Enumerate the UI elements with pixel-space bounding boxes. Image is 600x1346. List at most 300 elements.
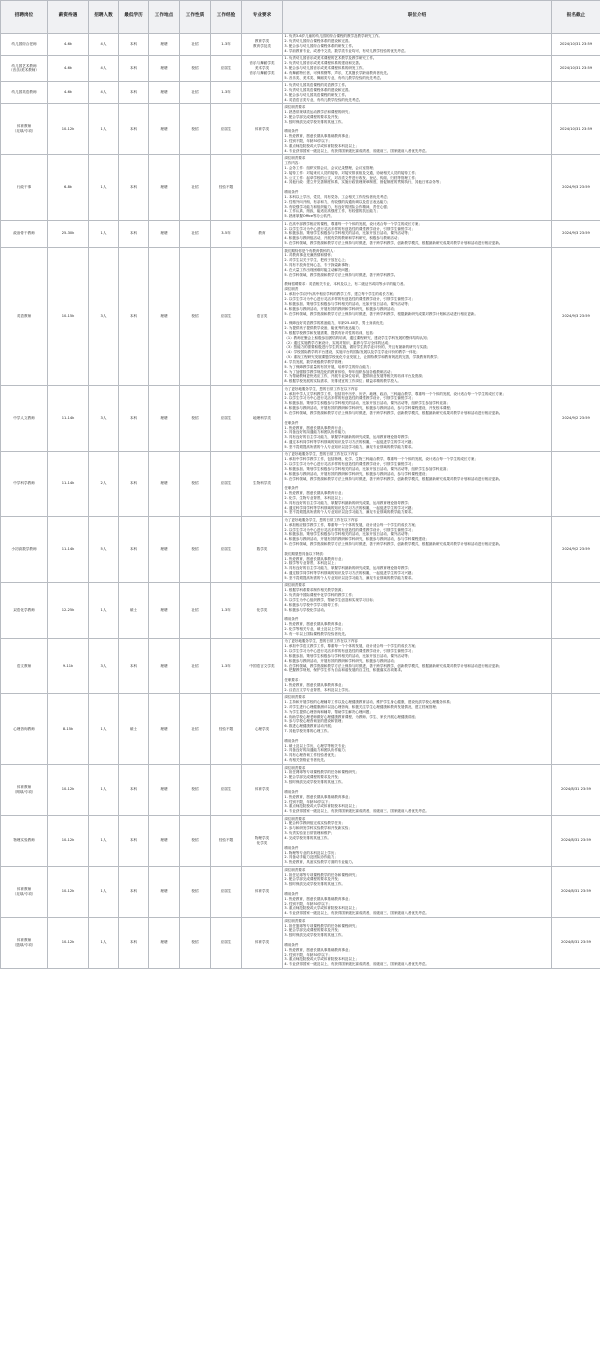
cell-major-line: 教育 (258, 231, 266, 236)
description-line: 1. 硕士及以上学历，心理学等相关专业； (284, 743, 349, 748)
description-line: 4. 通过数学同学科等学科领域的知识及学习方法的积累，一起促进学生的学习兴趣； (284, 571, 415, 576)
cell-location-line: 理塘 (160, 838, 168, 843)
cell-count-line: 1人 (100, 726, 107, 731)
description-line: 4. 专业获得国家一级及以上，有获得国家级比赛成绩者，省级前三、国家级前八者优先考虑。 (284, 962, 429, 967)
description-line: 5. 坚不畏艰提高所需的个人专业知识以及学习能力，满足专业领域的教学能力要求。 (284, 444, 415, 449)
cell-nature-line: 社招 (191, 41, 199, 46)
description-line: 4. 学前教育专业，或者中文类、数学类专业均可，有幼儿教学经验的优先考虑。 (284, 48, 408, 53)
description-line: 1. 熟悉常规球类运动教学法和课程的研究； (284, 109, 352, 114)
cell-experience-line: 应届生 (220, 126, 232, 131)
cell-education (119, 55, 149, 82)
cell-location-line: 理塘 (160, 66, 168, 71)
cell-description (283, 764, 552, 815)
cell-location-line: 理塘 (160, 41, 168, 46)
description-line: （5）重视工程研究发展课题学校优化专业发展上，让期待教学和教育规范的完善，学我教育的教学； (284, 355, 441, 360)
table-row (1, 33, 600, 55)
description-line: 岗位职责 (284, 287, 299, 292)
description-line: 岗位职责要求 (284, 156, 306, 161)
cell-experience-line: 应届生 (220, 415, 232, 420)
table-row (1, 764, 600, 815)
cell-major-line: 地理科学类 (253, 415, 271, 420)
cell-deadline: 2024/9/3 23:59 (552, 155, 600, 221)
cell-salary-line: 12-25k (61, 607, 75, 612)
cell-major-line: 物理学类 (254, 835, 270, 840)
cell-experience (211, 866, 242, 917)
cell-position-line: 幼儿园英语教师 (11, 90, 37, 95)
description-line: 2. 性别不限，年龄30岁以下； (284, 799, 332, 804)
description-line: 2. 汉语言文学专业背景，本科及以上学历。 (284, 687, 352, 692)
description-line: 聘用条件 (284, 942, 299, 947)
cell-major (242, 638, 283, 694)
cell-nature (180, 155, 211, 221)
cell-location (149, 104, 180, 155)
description-line: 5. 在学科领域，教学资源和教学方法上保持与时俱进，善于跨学科教学。 (284, 272, 398, 277)
description-line: 3. 具有心理咨询工作经验者优先； (284, 753, 338, 758)
cell-education-line: 本科 (129, 66, 138, 71)
description-line: 任职要求： (284, 678, 302, 683)
table-row (1, 220, 600, 247)
cell-major (242, 247, 283, 385)
cell-location (149, 385, 180, 451)
cell-major (242, 451, 283, 517)
description-line: 教师招聘要求：英语相关专业，本科及以上，有二级证书或同等水平的能力者。 (284, 282, 407, 287)
cell-salary (48, 155, 89, 221)
cell-location (149, 764, 180, 815)
cell-major (242, 694, 283, 764)
description-line: 2. 配合学部完成课程的要求及开发； (284, 775, 342, 780)
cell-nature-line: 校招 (191, 889, 199, 894)
header-major: 专业要求 (242, 1, 283, 34)
header-row (1, 1, 600, 34)
cell-salary (48, 33, 89, 55)
description-line: （2）通过实施教学方案设计，实现对知识、素养与学习全体的达成； (284, 340, 392, 345)
description-line: 4. 专业获得国家一级及以上，有获得国家级比赛成绩者，省级前三、国家级前八者优先考虑。 (284, 148, 429, 153)
description-line: 为了更好地服务学生，您的日常工作在以下内容 (284, 639, 358, 644)
description-line: 1. 热爱教育，愿意长期从事教育事业； (284, 682, 345, 687)
cell-education-line: 本科 (129, 90, 138, 95)
description-line: 2. 化学等相关专业，硕士及以上学历； (284, 627, 345, 632)
cell-position-line: 幼儿园艺术教师 (11, 63, 37, 68)
cell-position (1, 33, 48, 55)
description-line: 为了更好地服务学生，您的日常工作在以下内容 (284, 517, 358, 522)
cell-education-line: 硕士 (129, 726, 138, 731)
description-line: 为了更好地服务学生，您的日常工作在以下内容 (284, 386, 358, 391)
cell-education-line: 本科 (129, 126, 138, 131)
table-row (1, 104, 600, 155)
description-line: 3. 积极参加、策划学生积极参与学科相关的活动，比如开放日活动、课外活动等； (284, 653, 412, 658)
cell-position-line: 政治骨干教师 (13, 231, 35, 236)
cell-position (1, 155, 48, 221)
description-line: 3. 配合参与幼儿园音乐或美术课程体系的研发工作。 (284, 66, 366, 71)
cell-nature (180, 104, 211, 155)
cell-deadline: 2024/9/3 23:59 (552, 220, 600, 247)
cell-salary-line: 9-11k (62, 663, 74, 668)
cell-location-line: 理塘 (160, 607, 168, 612)
header-education: 最低学历 (119, 1, 149, 34)
description-line: 3. 配合参与幼儿园综合课程体系的研发工作。 (284, 44, 356, 49)
cell-position (1, 582, 48, 638)
cell-nature-line: 社招 (191, 90, 199, 95)
description-line: 6. 推进心理健康教育活动开展； (284, 724, 335, 729)
description-line: 3. 具有不放弃任何心态，专于探索新事物； (284, 263, 352, 268)
cell-count (89, 155, 119, 221)
cell-salary (48, 582, 89, 638)
description-line: 3. 以学生为中心组织教学，帮助学生创造和实现学习目标； (284, 597, 377, 602)
description-line: 3. 配合参与幼儿园英语课程的研发工作。 (284, 92, 349, 97)
description-line: 2. 参与和研发学科实验教学和开发新实验； (284, 826, 352, 831)
cell-nature-line: 社招 (191, 726, 199, 731)
cell-education-line: 本科 (129, 546, 138, 551)
cell-salary-line: 11-14k (61, 481, 75, 486)
description-line: 2. 为提供孩子提供教学设备，能优秀的表达能力； (284, 326, 363, 331)
cell-salary (48, 385, 89, 451)
cell-count-line: 4人 (100, 90, 107, 95)
cell-location (149, 517, 180, 583)
description-line: 岗位职责要求 (284, 867, 306, 872)
cell-major-line: 体育学类 (254, 940, 270, 945)
cell-count-line: 3人 (100, 663, 107, 668)
cell-count-line: 1人 (100, 940, 107, 945)
cell-count (89, 582, 119, 638)
cell-major (242, 33, 283, 55)
cell-major (242, 764, 283, 815)
description-line: 2. 以学生学习为中心进行灵活多样的有创造性的课堂教学设计，引领学生愉悦学习； (284, 396, 415, 401)
description-line: 4. 积极参与教研活动，开展有效的教研和学科研究，积极参与教研活动； (284, 658, 398, 663)
cell-nature (180, 33, 211, 55)
cell-description (283, 451, 552, 517)
cell-description (283, 82, 552, 104)
cell-experience-line: 应届生 (220, 66, 232, 71)
cell-salary-line: 10-12k (61, 787, 75, 792)
description-line: 4. 积极参与教研活动，开展有效的教研和学科研究，积极参与教研活动，参与学科课程建设； (284, 537, 429, 542)
cell-salary (48, 764, 89, 815)
table-row (1, 638, 600, 694)
cell-deadline (552, 638, 600, 694)
cell-education (119, 82, 149, 104)
description-line: 4. 积极参与学校中学学习指导工作； (284, 602, 342, 607)
cell-salary (48, 638, 89, 694)
cell-major (242, 815, 283, 866)
description-line: 2. 对学生以关于学生，把孩子放在心上； (284, 258, 349, 263)
cell-education (119, 764, 149, 815)
cell-education-line: 本科 (129, 41, 138, 46)
cell-experience (211, 451, 242, 517)
cell-description (283, 55, 552, 82)
description-line: 2. 对学生进行心理健康测评以及心理咨询，积极关注学生心理健康和教育发展情况，建立档案管理； (284, 704, 440, 709)
description-line: 3. 按时保质完成学校安排的其他工作。 (284, 882, 345, 887)
cell-location-line: 理塘 (160, 787, 168, 792)
description-line: 岗位职责要求 (284, 105, 306, 110)
description-line: 3. 积极参加、策划学生积极参与学科相关的活动，比如开放日活动、课外活动等； (284, 231, 412, 236)
cell-location-line: 理塘 (160, 415, 168, 420)
description-line: 3. 积极参加、策划学生积极参与学科相关的活动，比如开放日活动、课外活动等； (284, 301, 412, 306)
cell-education-line: 本科 (129, 231, 138, 236)
cell-experience-line: 经验不限 (218, 838, 234, 843)
cell-count (89, 638, 119, 694)
cell-major (242, 385, 283, 451)
description-line: 4. 完成学校安排的其他工作。 (284, 836, 331, 841)
cell-location-line: 理塘 (160, 889, 168, 894)
description-line: 4. 有相关资格证书者优先。 (284, 758, 328, 763)
cell-deadline (552, 82, 600, 104)
cell-experience-line: 3-5年 (221, 231, 231, 236)
description-line: （3）按能力的需要积极进行学生的实施，做好学生的学业评价的，并且有最新的研究与实践； (284, 345, 431, 350)
description-line: 1. 承担中学语文教学工作，尊重每一个个体的发展，设计适合每一个学生的成长方案； (284, 644, 419, 649)
cell-experience-line: 应届生 (220, 940, 232, 945)
description-line: 我们期待你是个有教育情怀的人： (284, 248, 337, 253)
cell-nature (180, 517, 211, 583)
cell-experience (211, 220, 242, 247)
description-line: 2. 负责高中国际课程中化学学科的教学工作； (284, 593, 356, 598)
cell-description (283, 220, 552, 247)
cell-deadline: 2024/9/2 23:59 (552, 517, 600, 583)
cell-description (283, 917, 552, 968)
cell-education-line: 本科 (129, 313, 138, 318)
description-line: （4）学校国际教学的平台建设，实施平台的国际发展以及学生学业评价的教学一体化； (284, 350, 420, 355)
description-line: 为了更好地服务学生，您的日常工作在以下内容 (284, 452, 358, 457)
cell-location (149, 33, 180, 55)
cell-location (149, 582, 180, 638)
description-line: 5. 在学科领域，教学资源和教学方法上保持与时俱进，善于跨学科教学，创新教学模式，根据最新研究成果对教学计划和活动进行相应更新。 (284, 241, 503, 246)
description-line: 6. 为了加强数学教学规范化的教育体验，每年组织参加各级教研活动； (284, 369, 394, 374)
cell-major-line: 化学类 (256, 840, 268, 845)
cell-deadline: 2024/8/31 23:59 (552, 815, 600, 866)
description-line: 3. 根据学校教学和发展需要，提供有针对性的培训，包括： (284, 330, 377, 335)
table-row (1, 815, 600, 866)
cell-deadline: 2024/10/31 23:59 (552, 55, 600, 82)
cell-education-line: 本科 (129, 481, 138, 486)
cell-location (149, 247, 180, 385)
description-line: 7. 其他学校安排的心理工作。 (284, 729, 331, 734)
cell-experience-line: 应届生 (220, 787, 232, 792)
cell-location (149, 451, 180, 517)
cell-position-line: 物理实验教师 (13, 838, 35, 843)
description-line: 4. 有舞蹈特长者，可弹奏钢琴，声乐，尤其擅长学龄前教育者优先。 (284, 70, 391, 75)
cell-major-line: 生物科学类 (253, 481, 271, 486)
cell-education (119, 385, 149, 451)
cell-salary-line: 10-12k (61, 889, 75, 894)
cell-major-line: 体育学类 (254, 126, 270, 131)
cell-salary (48, 815, 89, 866)
description-line: 1. 热爱教育，愿意长期从事基础教育事业； (284, 947, 352, 952)
cell-location (149, 155, 180, 221)
cell-experience (211, 55, 242, 82)
description-line: 1. 承担中学人文学科教学工作，包括初中历史、历史、地理、政治、三科融合教学，尊重每一个个体的发展，设计适合每一个学生的成长方案； (284, 391, 506, 396)
cell-experience-line: 应届生 (220, 889, 232, 894)
cell-nature (180, 385, 211, 451)
cell-experience (211, 385, 242, 451)
cell-salary-line: 6-8k (64, 185, 72, 190)
cell-experience-line: 经验不限 (218, 185, 234, 190)
cell-major-line: 化学类 (256, 607, 268, 612)
description-line: 2. 负责幼儿园综合课程体系的建设和完善。 (284, 39, 352, 44)
description-line: 岗位职责要求 (284, 695, 306, 700)
cell-count (89, 220, 119, 247)
cell-count (89, 917, 119, 968)
description-line: 4. 英语语言类专业，有幼儿教学经验的优先考虑。 (284, 97, 363, 102)
cell-education-line: 硕士 (129, 607, 138, 612)
cell-salary (48, 917, 89, 968)
table-row (1, 451, 600, 517)
cell-salary (48, 55, 89, 82)
description-line: 5. 积极参与学校化学活动。 (284, 607, 328, 612)
cell-count (89, 247, 119, 385)
cell-education (119, 866, 149, 917)
cell-count (89, 33, 119, 55)
cell-position-line: 行政干事 (16, 185, 32, 190)
description-line: 3. 按时保质完成学校安排的其他工作。 (284, 933, 345, 938)
description-line: 5. 参与学校心理咨询室的建设和管理； (284, 719, 345, 724)
cell-count (89, 517, 119, 583)
cell-location-line: 理塘 (160, 481, 168, 486)
cell-position-line: 心理咨询教师 (13, 726, 35, 731)
cell-nature-line: 校招 (191, 415, 199, 420)
description-line: 2. 性别不限，年龄30岁以下； (284, 952, 332, 957)
cell-count-line: 1人 (100, 231, 107, 236)
description-line: 我们期望您具备以下特质： (284, 551, 327, 556)
cell-nature (180, 247, 211, 385)
cell-experience (211, 638, 242, 694)
cell-experience-line: 1-3年 (221, 607, 231, 612)
cell-nature-line: 校招 (191, 787, 199, 792)
cell-education (119, 220, 149, 247)
cell-education-line: 本科 (129, 415, 138, 420)
cell-description (283, 385, 552, 451)
cell-major (242, 917, 283, 968)
cell-salary-line: 11-14k (61, 415, 75, 420)
cell-count-line: 2人 (100, 481, 107, 486)
cell-deadline: 2024/10/31 23:59 (552, 104, 600, 155)
description-line: 1. 担任篮球等专项课程教学的任务和课程研究； (284, 923, 359, 928)
cell-description (283, 155, 552, 221)
cell-major-line: 美术学类 (254, 66, 270, 71)
cell-nature (180, 82, 211, 104)
cell-location (149, 815, 180, 866)
description-line: （1）教师在聚会上积极参加团结的培训，通过课程研究，建设学生学科发展的整体结构认知； (284, 335, 431, 340)
cell-location-line: 理塘 (160, 90, 168, 95)
description-line: 1. 在高中部教学相应的课程，尊重每一个个体的发展，设计适合每一个学生的成长方案； (284, 221, 422, 226)
cell-nature-line: 校招 (191, 838, 199, 843)
cell-count (89, 451, 119, 517)
cell-major-line: 教育学类 (254, 39, 270, 44)
description-line: 聘用条件 (284, 789, 299, 794)
cell-nature-line: 校招 (191, 313, 199, 318)
cell-salary (48, 694, 89, 764)
description-line: 2. 具备动手能力及团队协作能力； (284, 855, 338, 860)
cell-count-line: 3人 (100, 313, 107, 318)
cell-count (89, 82, 119, 104)
cell-count-line: 1人 (100, 126, 107, 131)
cell-education (119, 155, 149, 221)
table-row (1, 155, 600, 221)
description-line: 1. 根据学科系要求制作相关教学资源； (284, 588, 345, 593)
description-line: 4. 积极参与教研活动，开展有效的教研和学科研究，积极参与教研活动； (284, 306, 398, 311)
cell-nature (180, 917, 211, 968)
header-salary: 薪资待遇 (48, 1, 89, 34)
cell-salary-line: 10-12k (61, 940, 75, 945)
cell-education (119, 517, 149, 583)
description-line: 1. 热爱教育，愿意长期从事基础教育事业； (284, 134, 352, 139)
cell-position-line: 体育教师 (16, 124, 32, 129)
description-line: 2. 以学生学习为中心进行灵活多样的有创造性的课堂教学设计，引领学生愉悦学习； (284, 226, 415, 231)
cell-nature-line: 社招 (191, 185, 199, 190)
description-line: 3. 有一年以上国际课程教学经验者优先。 (284, 631, 349, 636)
cell-experience-line: 应届生 (220, 546, 232, 551)
description-line: 4. 专业获得国家一级及以上，有获得国家级比赛成绩者，省级前三、国家级前八者优先考虑。 (284, 911, 429, 916)
description-line: 3. 具有良好的自主学习能力，掌握学科最新的研究成果，运用教育理论指导教学； (284, 435, 412, 440)
cell-experience-line: 应届生 (220, 481, 232, 486)
cell-count-line: 4人 (100, 66, 107, 71)
cell-position-line: 英语教师 (16, 313, 32, 318)
cell-major-line: 教育学及类 (253, 44, 271, 49)
description-line: 任职条件 (284, 486, 299, 491)
description-line: 2. 配合学部完成课程的要求及开发； (284, 114, 342, 119)
cell-description (283, 104, 552, 155)
cell-salary-line: 10-12k (61, 838, 75, 843)
cell-location-line: 理塘 (160, 185, 168, 190)
cell-position (1, 638, 48, 694)
table-row (1, 55, 600, 82)
cell-nature-line: 校招 (191, 66, 199, 71)
header-location: 工作地点 (149, 1, 180, 34)
cell-education (119, 451, 149, 517)
description-line: 4. 协助学校心理老师做好心理健康教育课程，为教师、学生、家长开展心理健康讲座； (284, 714, 419, 719)
cell-nature-line: 校招 (191, 546, 199, 551)
cell-deadline: 2024/9/3 23:59 (552, 247, 600, 385)
description-line: 5. 为了保障教学质量的有效开展，培养学生的综合能力； (284, 364, 373, 369)
cell-location-line: 理塘 (160, 726, 168, 731)
description-line: 3. 积极参加、策划学生积极参与学科相关的活动，比如开放日活动、课外活动等，组织学生参加学科竞赛； (284, 466, 450, 471)
cell-nature-line: 校招 (191, 481, 199, 486)
description-line: 1. 担任网球等专项课程教学的任务和课程研究； (284, 770, 359, 775)
cell-experience-line: 1-3年 (221, 41, 231, 46)
cell-salary (48, 220, 89, 247)
cell-position-line: （篮球/专项） (12, 942, 36, 947)
cell-location (149, 866, 180, 917)
cell-position (1, 247, 48, 385)
description-line: 4. 通过本科同学科等学科领域的知识及学习方法的积累，一起促进学生的学习兴趣； (284, 440, 415, 445)
cell-salary-line: 4-6k (64, 41, 72, 46)
cell-major (242, 582, 283, 638)
description-line: 1. 承担相应数学教学工作，尊重每一个个体的发展，设计适合每一个学生的成长方案； (284, 522, 419, 527)
description-line: 2. 化学、生物专业背景，本科及以上； (284, 495, 345, 500)
cell-major-line: 心理学类 (254, 726, 270, 731)
cell-position-line: 中学人文教师 (13, 415, 35, 420)
cell-nature-line: 社招 (191, 607, 199, 612)
cell-experience (211, 104, 242, 155)
cell-nature-line: 社招 (191, 231, 199, 236)
description-line: 4. 在大量工作出现困难时能主动解决问题； (284, 267, 352, 272)
description-line: 3. 具有良好的自主学习能力，掌握学科最新的研究成果，运用教育理论指导教学； (284, 566, 412, 571)
cell-education-line: 本科 (129, 185, 138, 190)
description-line: 2. 以学生学习为中心进行灵活多样的有创造性的课堂教学设计，引领学生愉悦学习； (284, 527, 415, 532)
description-line: 4. 积极参与教研活动，开展有效的教研和学科研究，积极参与教研活动，参与学科课程建设，开发校本课程； (284, 406, 454, 411)
cell-salary-line: 25-30k (61, 231, 75, 236)
cell-deadline: 2024/10/31 23:59 (552, 33, 600, 55)
cell-position-line: 体育教师 (16, 886, 32, 891)
cell-location-line: 理塘 (160, 231, 168, 236)
description-line: 1. 热爱教育，愿意长期从事基础教育事业； (284, 896, 352, 901)
description-line: 5. 在学科领域，教学资源和教学方法上保持与时俱进，善于跨学科教学，创新教学模式，根据最新研究成果对教学计划和活动进行相应更新。 (284, 542, 503, 547)
cell-deadline: 2024/8/31 23:59 (552, 764, 600, 815)
description-line: 聘用条件 (284, 190, 299, 195)
cell-salary (48, 517, 89, 583)
cell-nature-line: 社招 (191, 663, 199, 668)
description-line: 5. 在学科领域，教学资源和教学方法上保持与时俱进，善于跨学科教学，创新教学模式，根据最新研究成果对教学计划和活动进行相应更新。 (284, 410, 503, 415)
description-line: 3. 为学生提供心理咨询和辅导，帮助学生解决心理问题； (284, 709, 373, 714)
description-line: 1. 热爱教育，愿意长期从事基础教育事业； (284, 794, 352, 799)
cell-experience-line: 经验不限 (218, 726, 234, 731)
